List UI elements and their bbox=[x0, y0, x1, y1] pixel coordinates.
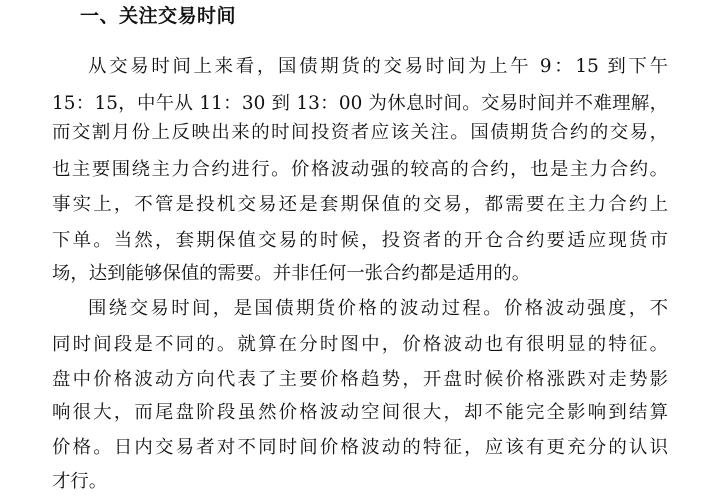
paragraph-line: 15：15，中午从 11：30 到 13：00 为休息时间。交易时间并不难理解， bbox=[52, 93, 668, 114]
paragraph-line: 价格。日内交易者对不同时间价格波动的特征，应该有更充分的认识 bbox=[52, 437, 668, 458]
paragraph-line: 盘中价格波动方向代表了主要价格趋势，开盘时候价格涨跌对走势影 bbox=[52, 369, 668, 390]
paragraph-line: 场，达到能够保值的需要。并非任何一张合约都是适用的。 bbox=[52, 263, 531, 284]
paragraph-line: 围绕交易时间，是国债期货价格的波动过程。价格波动强度，不 bbox=[88, 298, 668, 319]
paragraph-line: 下单。当然，套期保值交易的时候，投资者的开仓合约要适应现货市 bbox=[52, 230, 668, 251]
paragraph-line: 响很大，而尾盘阶段虽然价格波动空间很大，却不能完全影响到结算 bbox=[52, 402, 668, 423]
section-heading: 一、关注交易时间 bbox=[80, 5, 237, 27]
paragraph-line: 事实上，不管是投机交易还是套期保值的交易，都需要在主力合约上 bbox=[52, 194, 668, 215]
paragraph-line: 才行。 bbox=[52, 471, 108, 492]
paragraph-line: 而交割月份上反映出来的时间投资者应该关注。国债期货合约的交易， bbox=[52, 122, 668, 143]
paragraph-line: 同时间段是不同的。就算在分时图中，价格波动也有很明显的特征。 bbox=[52, 334, 668, 355]
paragraph-line: 也主要围绕主力合约进行。价格波动强的较高的合约，也是主力合约。 bbox=[52, 159, 668, 180]
paragraph-line: 从交易时间上来看，国债期货的交易时间为上午 9：15 到下午 bbox=[88, 56, 668, 77]
